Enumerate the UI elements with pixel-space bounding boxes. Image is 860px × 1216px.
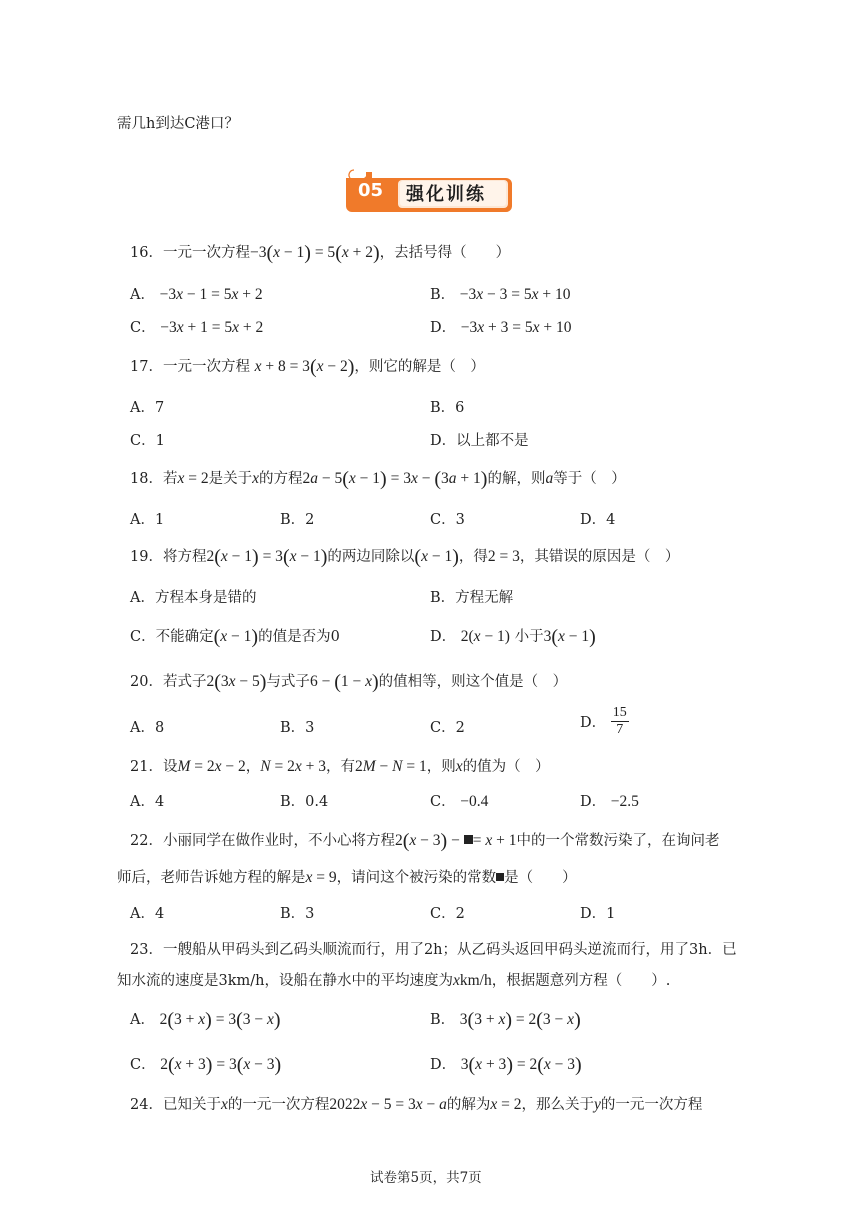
q23-option-c-label: C． <box>130 1057 156 1073</box>
q16-option-c-label: C． <box>130 320 156 336</box>
q19-option-c[interactable]: C．不能确定(x − 1)的值是否为0 <box>130 626 340 648</box>
q21-option-d-value: −2.5 <box>610 793 639 810</box>
fraction-denominator: 7 <box>616 722 624 737</box>
q23-option-b-label: B． <box>430 1012 456 1028</box>
smudge-square-icon <box>496 873 504 881</box>
q23-line2-pre: 知水流的速度是3km/h，设船在静水中的平均速度为 <box>117 973 453 989</box>
q24-stem-post2: 的一元一次方程 <box>600 1097 703 1113</box>
section-badge <box>346 166 514 212</box>
q21-option-d[interactable] <box>580 790 639 811</box>
q16-option-d-label: D． <box>430 320 457 336</box>
q20-option-d[interactable] <box>580 705 629 738</box>
q19-option-a[interactable]: A．方程本身是错的 <box>130 590 257 606</box>
q19-option-c-post: 的值是否为0 <box>258 629 340 645</box>
smudge-square-icon <box>464 835 473 844</box>
q20-stem-text: 20．若式子 <box>130 674 207 690</box>
q21-option-a[interactable]: A．4 <box>130 794 165 810</box>
question-22-line2: 师后，老师告诉她方程的解是x = 9，请问这个被污染的常数 是（ ） <box>117 869 577 886</box>
q21-stem-text: 21．设 <box>130 759 178 775</box>
q18-stem-text: 18．若 <box>130 471 178 487</box>
question-17-stem <box>130 355 485 379</box>
q23-option-a[interactable]: A． 2(3 + x) = 3(3 − x) <box>130 1009 281 1031</box>
q23-option-a-label: A． <box>130 1012 155 1028</box>
q19-stem-text: 19．将方程 <box>130 549 207 565</box>
q21-stem-post: ，则 <box>426 759 456 775</box>
question-23-line2: 知水流的速度是3km/h，设船在静水中的平均速度为xkm/h，根据题意列方程（ ）. <box>117 972 671 989</box>
q19-stem-mid2: ，得 <box>458 549 488 565</box>
q16-option-b[interactable]: B． −3x − 3 = 5x + 10 <box>430 286 571 303</box>
q21-option-c-label: C． <box>430 794 456 810</box>
q21-stem-post2: 的值为（ ） <box>462 759 550 775</box>
q16-option-a[interactable]: A． −3x − 1 = 5x + 2 <box>130 286 263 303</box>
q23-line2-post: ，根据题意列方程（ ）. <box>491 973 671 989</box>
q23-option-b[interactable]: B． 3(3 + x) = 2(3 − x) <box>430 1009 581 1031</box>
question-16-stem <box>130 241 510 265</box>
q18-option-c[interactable]: C．3 <box>430 512 465 528</box>
q21-option-c[interactable] <box>430 790 488 811</box>
q19-option-b[interactable]: B．方程无解 <box>430 590 514 606</box>
q17-stem-tail: ，则它的解是（ ） <box>354 359 485 375</box>
question-18-stem: 18．若x = 2是关于x的方程2a − 5(x − 1) = 3x − (3a + 1)的解，则a等于（ ） <box>130 468 626 490</box>
q16-stem-text: 16．一元一次方程 <box>130 245 250 261</box>
q22-option-a[interactable]: A．4 <box>130 906 165 922</box>
q20-option-d-label: D． <box>580 715 607 731</box>
question-20-stem: 20．若式子2(3x − 5)与式子6 − (1 − x)的值相等，则这个值是（ ） <box>130 671 568 693</box>
question-21-stem: 21．设M = 2x − 2，N = 2x + 3，有2M − N = 1，则x的值为（ ） <box>130 758 550 775</box>
q19-option-c-pre: C．不能确定 <box>130 629 214 645</box>
q23-option-d[interactable]: D． 3(x + 3) = 2(x − 3) <box>430 1054 582 1076</box>
q18-stem-post: 的解，则 <box>487 471 546 487</box>
q16-option-d[interactable]: D． −3x + 3 = 5x + 10 <box>430 319 572 336</box>
q22-line1-post: 中的一个常数污染了，在询问老 <box>516 833 720 849</box>
q22-line2-pre: 师后，老师告诉她方程的解是 <box>117 870 306 886</box>
question-19-stem: 19．将方程2(x − 1) = 3(x − 1)的两边同除以(x − 1)，得2 = 3，其错误的原因是（ ） <box>130 546 680 568</box>
q19-stem-mid: 的两边同除以 <box>327 549 415 565</box>
q20-stem-mid: 与式子 <box>266 674 310 690</box>
q18-stem-post2: 等于（ ） <box>553 471 626 487</box>
badge-title: 强化训练 <box>406 184 486 205</box>
q22-option-b[interactable]: B．3 <box>280 906 315 922</box>
q17-option-b[interactable]: B．6 <box>430 400 465 416</box>
q17-stem-text: 17．一元一次方程 <box>130 359 250 375</box>
q18-stem-mid2: 的方程 <box>258 471 303 487</box>
question-24-stem: 24．已知关于x的一元一次方程2022x − 5 = 3x − a的解为x = 2，那么关于y的一元一次方程 <box>130 1096 703 1113</box>
q18-equation: 2a − 5(x − 1) = 3x − (3a + 1) <box>302 468 488 490</box>
q21-separator: ， <box>245 759 261 775</box>
question-22-line1: 22．小丽同学在做作业时，不小心将方程2(x − 3) − = x + 1中的一个常数污染了，在询问老 <box>130 830 720 852</box>
q19-option-d[interactable]: D． 2(x − 1) 小于3(x − 1) <box>430 626 596 648</box>
q20-option-c[interactable]: C．2 <box>430 720 465 736</box>
q17-option-c[interactable]: C．1 <box>130 433 165 449</box>
q22-line2-end: 是（ ） <box>504 870 577 886</box>
q24-stem-pre: 24．已知关于 <box>130 1097 221 1113</box>
q17-option-a[interactable]: A．7 <box>130 400 165 416</box>
q16-option-c[interactable]: C． −3x + 1 = 5x + 2 <box>130 319 264 336</box>
q16-equation: −3(x − 1) = 5(x + 2) <box>249 242 380 264</box>
carryover-question-line <box>117 112 239 133</box>
badge-number: 05 <box>358 180 384 201</box>
q22-option-c[interactable]: C．2 <box>430 906 465 922</box>
q21-option-b[interactable]: B．0.4 <box>280 794 329 810</box>
carryover-question-text: 需几h到达C港口？ <box>117 116 239 132</box>
q24-stem-mid: 的一元一次方程 <box>227 1097 330 1113</box>
q19-option-d-pre: D． <box>430 629 457 645</box>
q24-stem-mid2: 的解为 <box>446 1097 491 1113</box>
q16-stem-tail: ，去括号得（ ） <box>379 245 511 261</box>
q17-equation: x + 8 = 3(x − 2) <box>254 356 355 378</box>
fraction-numerator: 15 <box>612 705 627 720</box>
q24-stem-post: ，那么关于 <box>521 1097 594 1113</box>
q18-stem-mid1: 是关于 <box>208 471 253 487</box>
q22-line2-post: ，请问这个被污染的常数 <box>336 870 497 886</box>
q20-option-b[interactable]: B．3 <box>280 720 315 736</box>
q23-option-d-label: D． <box>430 1057 457 1073</box>
q20-option-d-fraction <box>611 705 629 738</box>
q16-option-a-label: A． <box>130 287 155 303</box>
q22-option-d[interactable]: D．1 <box>580 906 616 922</box>
q21-stem-mid: ，有 <box>326 759 355 775</box>
q21-option-c-value: −0.4 <box>460 793 489 810</box>
q18-option-a[interactable]: A．1 <box>130 512 165 528</box>
q19-option-d-mid: 小于 <box>514 629 544 645</box>
q18-option-d[interactable]: D．4 <box>580 512 616 528</box>
q22-line1-pre: 22．小丽同学在做作业时，不小心将方程 <box>130 833 395 849</box>
q21-option-d-label: D． <box>580 794 607 810</box>
q20-stem-post: 的值相等，则这个值是（ ） <box>378 674 568 690</box>
q20-option-a[interactable]: A．8 <box>130 720 165 736</box>
q19-stem-post: ，其错误的原因是（ ） <box>519 549 680 565</box>
q18-option-b[interactable]: B．2 <box>280 512 315 528</box>
page-footer: 试卷第5页，共7页 <box>370 1170 482 1186</box>
q23-option-c[interactable]: C． 2(x + 3) = 3(x − 3) <box>130 1054 282 1076</box>
question-23-line1: 23．一艘船从甲码头到乙码头顺流而行，用了2h；从乙码头返回甲码头逆流而行，用了3h．已 <box>130 942 737 958</box>
q16-option-b-label: B． <box>430 287 456 303</box>
q17-option-d[interactable]: D．以上都不是 <box>430 433 529 449</box>
